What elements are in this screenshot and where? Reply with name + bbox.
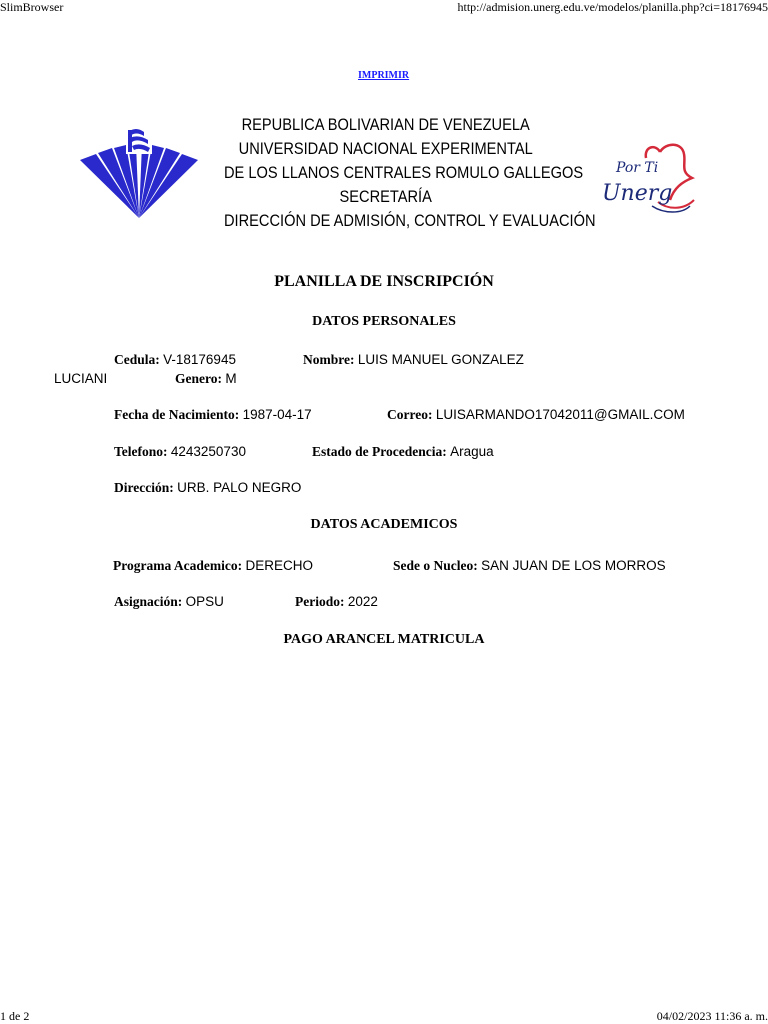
cedula-label: Cedula: (114, 352, 160, 367)
field-estado (312, 444, 494, 460)
imprimir-link[interactable]: IMPRIMIR (358, 70, 410, 81)
field-direccion (114, 480, 301, 496)
page-url: http://admision.unerg.edu.ve/modelos/planilla.php?ci=18176945 (457, 0, 768, 14)
field-sede (393, 558, 666, 574)
programa-value: DERECHO (245, 558, 313, 573)
genero-value: M (225, 371, 237, 386)
field-correo (387, 407, 685, 423)
sede-value: SAN JUAN DE LOS MORROS (481, 558, 666, 573)
header-line-5: DIRECCIÓN DE ADMISIÓN, CONTROL Y EVALUACIÓN (224, 211, 596, 230)
page-title: PLANILLA DE INSCRIPCIÓN (274, 273, 494, 290)
header-line-2: UNIVERSIDAD NACIONAL EXPERIMENTAL (238, 139, 533, 158)
page-count: 1 de 2 (0, 1009, 30, 1023)
fecha-value: 1987-04-17 (242, 407, 312, 422)
periodo-label: Periodo: (295, 594, 345, 609)
fecha-label: Fecha de Nacimiento: (114, 407, 240, 422)
sede-label: Sede o Nucleo: (393, 558, 478, 573)
field-fecha-nacimiento (114, 407, 312, 423)
logo-text-unerg: Unerg (602, 181, 673, 206)
correo-label: Correo: (387, 407, 433, 422)
print-timestamp: 04/02/2023 11:36 a. m. (656, 1009, 768, 1023)
field-asignacion (114, 594, 224, 610)
estado-value: Aragua (450, 444, 494, 459)
estado-label: Estado de Procedencia: (312, 444, 447, 459)
header-line-3: DE LOS LLANOS CENTRALES ROMULO GALLEGOS (224, 163, 584, 182)
direccion-value: URB. PALO NEGRO (177, 480, 302, 495)
unerg-logo (78, 126, 200, 222)
section-pago-arancel: PAGO ARANCEL MATRICULA (283, 632, 485, 647)
field-periodo (295, 594, 378, 610)
por-ti-unerg-logo (600, 140, 700, 220)
cedula-value: V-18176945 (163, 352, 236, 367)
field-nombre (303, 352, 524, 368)
telefono-value: 4243250730 (170, 444, 246, 459)
section-datos-academicos: DATOS ACADEMICOS (310, 517, 458, 532)
logo-text-por-ti: Por Ti (616, 160, 659, 176)
nombre-value: LUIS MANUEL GONZALEZ (357, 352, 524, 367)
header-line-4: SECRETARÍA (339, 187, 432, 206)
nombre-value-cont: LUCIANI (54, 371, 108, 386)
asignacion-value: OPSU (185, 594, 224, 609)
field-programa (113, 558, 313, 574)
nombre-label: Nombre: (303, 352, 355, 367)
telefono-label: Telefono: (114, 444, 168, 459)
asignacion-label: Asignación: (114, 594, 183, 609)
field-genero (175, 371, 237, 387)
section-datos-personales: DATOS PERSONALES (312, 314, 456, 329)
genero-label: Genero: (175, 371, 222, 386)
direccion-label: Dirección: (114, 480, 174, 495)
field-cedula (114, 352, 236, 368)
browser-app-name: SlimBrowser (0, 0, 64, 14)
institution-header (224, 113, 600, 233)
periodo-value: 2022 (347, 594, 378, 609)
programa-label: Programa Academico: (113, 558, 243, 573)
header-line-1: REPUBLICA BOLIVARIAN DE VENEZUELA (241, 115, 530, 134)
nombre-value-continued (54, 371, 107, 387)
correo-value: LUISARMANDO17042011@GMAIL.COM (435, 407, 685, 422)
field-telefono (114, 444, 246, 460)
